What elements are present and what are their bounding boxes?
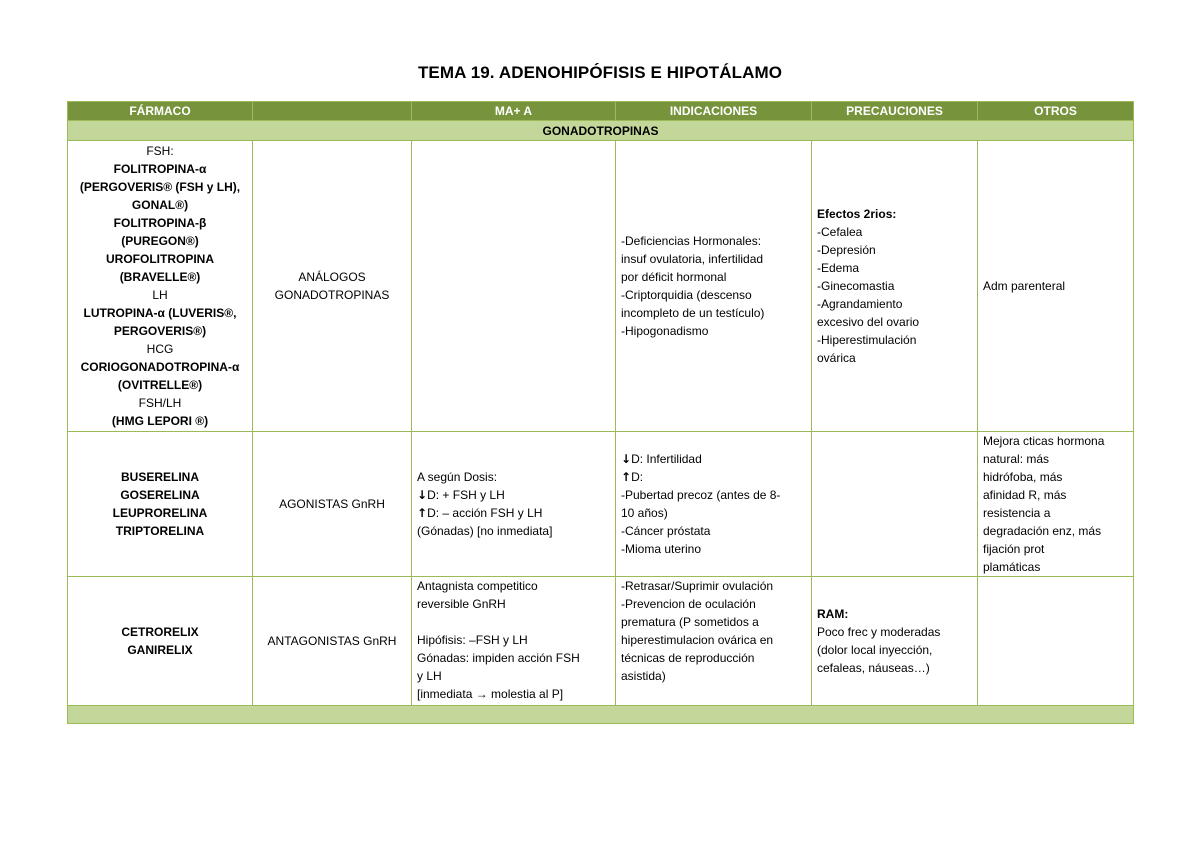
header-otros: OTROS: [978, 102, 1134, 121]
cell-line-text: -Mioma uterino: [621, 542, 702, 556]
table-footer-row: [68, 706, 1134, 724]
cell-line: [73, 486, 247, 504]
cell-line-text: (dolor local inyección,: [817, 643, 933, 657]
cell-grupo: [253, 577, 412, 706]
cell-farmaco: [68, 141, 253, 432]
cell-line: [621, 450, 806, 468]
cell-line: técnicas de reproducción: [621, 651, 755, 665]
cell-line: [73, 623, 247, 641]
cell-line: [817, 641, 972, 659]
cell-line: [817, 659, 972, 677]
cell-line: incompleto de un testículo): [621, 306, 765, 320]
cell-line-text: FSH:: [146, 144, 174, 158]
cell-line-text: CORIOGONADOTROPINA-α: [80, 360, 240, 374]
cell-line: [621, 468, 806, 486]
cell-line: [73, 641, 247, 659]
cell-line-text: -Ginecomastia: [817, 279, 895, 293]
cell-line-text: (BRAVELLE®): [119, 270, 201, 284]
cell-line: [73, 196, 247, 214]
arrow-up-icon: ↑: [621, 470, 632, 484]
cell-line-text: LH: [152, 288, 168, 302]
cell-line-text: LUTROPINA-α (LUVERIS®,: [83, 306, 237, 320]
cell-otros: [978, 432, 1134, 577]
cell-line: [73, 376, 247, 394]
cell-line: [417, 522, 610, 540]
cell-line-text: FOLITROPINA-β: [113, 216, 207, 230]
cell-line: [817, 605, 972, 623]
cell-line: plamáticas: [983, 560, 1041, 574]
cell-line-text: TRIPTORELINA: [115, 524, 205, 538]
cell-line: [621, 540, 806, 558]
cell-line: [73, 394, 247, 412]
cell-grupo: [253, 432, 412, 577]
cell-otros: [978, 141, 1134, 432]
cell-line: [73, 412, 247, 430]
section-title: GONADOTROPINAS: [68, 121, 1134, 141]
cell-line: Antagnista competitico: [417, 579, 538, 593]
cell-farmaco: [68, 432, 253, 577]
header-farmaco: FÁRMACO: [68, 102, 253, 121]
cell-line: [inmediata → molestia al P]: [417, 687, 564, 701]
cell-line-text: D:: [631, 470, 644, 484]
cell-precauciones: [812, 432, 978, 577]
cell-line: resistencia a: [983, 506, 1051, 520]
cell-line-text: Poco frec y moderadas: [817, 625, 941, 639]
cell-line-text: (OVITRELLE®): [117, 378, 203, 392]
header-ma: MA+ A: [412, 102, 616, 121]
cell-line: -Hipogonadismo: [621, 324, 709, 338]
cell-line: [73, 504, 247, 522]
cell-line-text: PERGOVERIS®): [113, 324, 207, 338]
cell-line: y LH: [417, 669, 442, 683]
drug-table: [67, 101, 1134, 724]
cell-line-text: D: Infertilidad: [631, 452, 702, 466]
cell-line: [817, 295, 972, 313]
footer-band: [68, 706, 1134, 724]
cell-line-text: (PUREGON®): [121, 234, 199, 248]
cell-line: [73, 358, 247, 376]
cell-line: insuf ovulatoria, infertilidad: [621, 252, 764, 266]
cell-line: Gónadas: impiden acción FSH: [417, 651, 580, 665]
cell-line: [73, 268, 247, 286]
cell-line: [73, 250, 247, 268]
cell-line-text: D: + FSH y LH: [427, 488, 505, 502]
cell-line: prematura (P sometidos a: [621, 615, 759, 629]
cell-line-text: -Cáncer próstata: [621, 524, 711, 538]
arrow-down-icon: ↓: [621, 452, 632, 466]
table-row: [68, 141, 1134, 432]
cell-line: [73, 160, 247, 178]
cell-line: [817, 623, 972, 641]
cell-line: [417, 504, 610, 522]
cell-line-text: cefaleas, náuseas…): [817, 661, 930, 675]
cell-line-text: A según Dosis:: [417, 470, 498, 484]
cell-indicaciones: [616, 432, 812, 577]
cell-line-text: -Hiperestimulación: [817, 333, 917, 347]
cell-line-text: GANIRELIX: [127, 643, 193, 657]
cell-line: [621, 486, 806, 504]
cell-line: ANÁLOGOS: [298, 270, 366, 284]
cell-line: AGONISTAS GnRH: [279, 497, 385, 511]
table-header-row: [68, 102, 1134, 121]
cell-line-text: excesivo del ovario: [817, 315, 920, 329]
cell-line: [817, 349, 972, 367]
cell-line: [417, 468, 610, 486]
cell-line: [73, 142, 247, 160]
cell-line: hidrófoba, más: [983, 470, 1063, 484]
cell-line: [73, 522, 247, 540]
cell-line: GONADOTROPINAS: [274, 288, 390, 302]
cell-line: [621, 522, 806, 540]
cell-line-text: -Cefalea: [817, 225, 863, 239]
cell-grupo: [253, 141, 412, 432]
cell-line: [73, 304, 247, 322]
cell-line: reversible GnRH: [417, 597, 506, 611]
table-row: [68, 577, 1134, 706]
cell-line: por déficit hormonal: [621, 270, 727, 284]
cell-line: [817, 313, 972, 331]
cell-ma: [412, 141, 616, 432]
cell-line: [417, 613, 610, 631]
header-indicaciones: INDICACIONES: [616, 102, 812, 121]
cell-line-text: HCG: [146, 342, 174, 356]
cell-farmaco: [68, 577, 253, 706]
cell-line-text: LEUPRORELINA: [112, 506, 208, 520]
cell-line: hiperestimulacion ovárica en: [621, 633, 774, 647]
cell-ma: [412, 432, 616, 577]
cell-line: natural: más: [983, 452, 1050, 466]
table-row: [68, 432, 1134, 577]
arrow-up-icon: ↑: [417, 506, 428, 520]
cell-line-text: CETRORELIX: [121, 625, 199, 639]
cell-line: [73, 468, 247, 486]
cell-line: [417, 486, 610, 504]
cell-line-text: D: – acción FSH y LH: [427, 506, 543, 520]
cell-line: degradación enz, más: [983, 524, 1102, 538]
cell-line: Hipófisis: –FSH y LH: [417, 633, 528, 647]
cell-line-text: BUSERELINA: [120, 470, 199, 484]
cell-line: [817, 259, 972, 277]
section-row: [68, 121, 1134, 141]
cell-line: asistida): [621, 669, 666, 683]
cell-indicaciones: [616, 577, 812, 706]
header-precauciones: PRECAUCIONES: [812, 102, 978, 121]
cell-line-text: -Depresión: [817, 243, 876, 257]
cell-line: afinidad R, más: [983, 488, 1067, 502]
cell-line: [73, 340, 247, 358]
cell-line: fijación prot: [983, 542, 1045, 556]
cell-line-text: FSH/LH: [138, 396, 182, 410]
cell-line: [817, 277, 972, 295]
cell-line-text: Efectos 2rios:: [817, 207, 897, 221]
cell-line: [73, 232, 247, 250]
cell-line-text: 10 años): [621, 506, 668, 520]
cell-ma: [412, 577, 616, 706]
cell-line-text: UROFOLITROPINA: [106, 252, 214, 266]
cell-line: [73, 286, 247, 304]
cell-line-text: (PERGOVERIS® (FSH y LH),: [79, 180, 241, 194]
cell-precauciones: [812, 141, 978, 432]
cell-line-text: (HMG LEPORI ®): [111, 414, 209, 428]
cell-line: -Prevencion de oculación: [621, 597, 756, 611]
cell-line-text: FOLITROPINA-α: [113, 162, 207, 176]
cell-line: [817, 205, 972, 223]
cell-indicaciones: [616, 141, 812, 432]
cell-line-text: ovárica: [817, 351, 856, 365]
cell-line-text: (Gónadas) [no inmediata]: [417, 524, 553, 538]
cell-line-text: -Edema: [817, 261, 860, 275]
cell-line: [817, 331, 972, 349]
cell-otros: [978, 577, 1134, 706]
cell-line: [73, 322, 247, 340]
cell-line: [817, 241, 972, 259]
cell-line-text: GONAL®): [131, 198, 189, 212]
cell-line: Adm parenteral: [983, 279, 1066, 293]
cell-line-text: -Agrandamiento: [817, 297, 903, 311]
cell-line: [621, 504, 806, 522]
page-title: TEMA 19. ADENOHIPÓFISIS E HIPOTÁLAMO: [417, 63, 783, 82]
cell-line: -Criptorquidia (descenso: [621, 288, 752, 302]
cell-line: -Deficiencias Hormonales:: [621, 234, 762, 248]
cell-line: Mejora cticas hormona: [983, 434, 1105, 448]
cell-line: [817, 223, 972, 241]
cell-line: [73, 178, 247, 196]
cell-line: -Retrasar/Suprimir ovulación: [621, 579, 774, 593]
cell-precauciones: [812, 577, 978, 706]
cell-line: ANTAGONISTAS GnRH: [267, 634, 397, 648]
arrow-down-icon: ↓: [417, 488, 428, 502]
cell-line-text: RAM:: [817, 607, 849, 621]
header-grupo: [253, 102, 412, 121]
cell-line: [73, 214, 247, 232]
cell-line-text: -Pubertad precoz (antes de 8-: [621, 488, 781, 502]
cell-line-text: GOSERELINA: [120, 488, 200, 502]
